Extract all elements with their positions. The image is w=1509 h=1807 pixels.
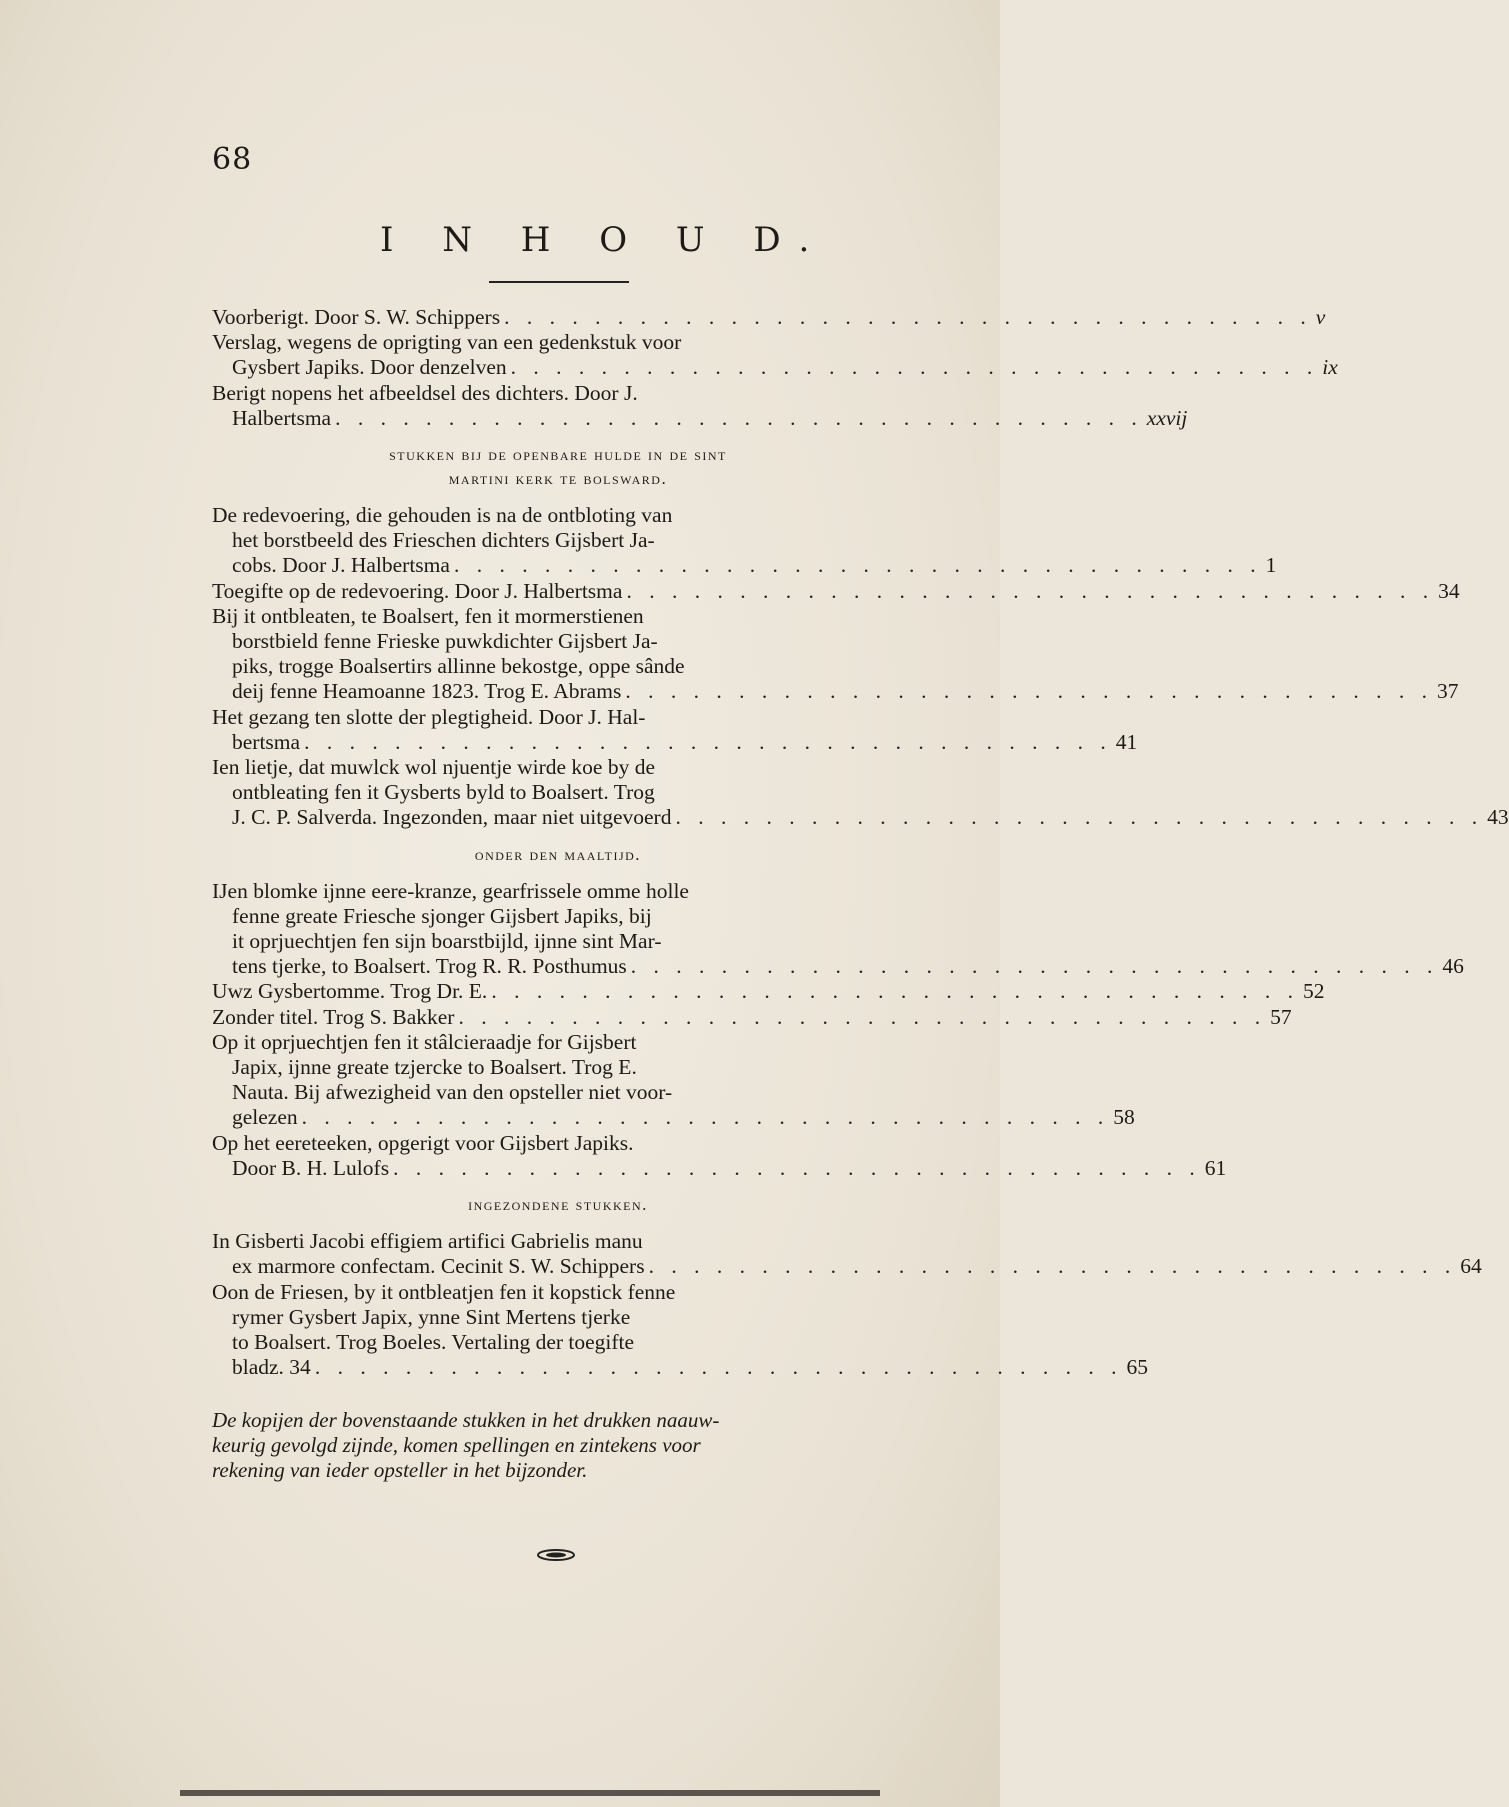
entry-text: IJen blomke ijnne eere-kranze, gearfrissele omme holle — [212, 878, 689, 903]
entry-text: Het gezang ten slotte der plegtigheid. Door J. Hal- — [212, 704, 646, 729]
section-1-entries — [212, 503, 1509, 831]
toc-entry — [212, 1229, 1482, 1279]
dot-leader: . . . . . . . . . . . . . . . . . . . . . . . . . . . . . . . . . . . . — [453, 553, 1262, 578]
footnote — [212, 1408, 904, 1483]
entry-text: Zonder titel. Trog S. Bakker — [212, 1004, 455, 1029]
entry-text: it oprjuechtjen fen sijn boarstbijld, ijnne sint Mar- — [232, 929, 662, 954]
toc-entry — [212, 380, 1188, 431]
entry-text: Oon de Friesen, by it ontbleatjen fen it kopstick fenne — [212, 1279, 676, 1304]
entry-text: rymer Gysbert Japix, ynne Sint Mertens tjerke — [232, 1304, 631, 1329]
entry-page-number: 43 — [1487, 805, 1509, 830]
entry-text: deij fenne Heamoanne 1823. Trog E. Abrams — [232, 679, 622, 704]
entry-text: Berigt nopens het afbeeldsel des dichters. Door J. — [212, 380, 638, 405]
entry-text: Uwz Gysbertomme. Trog Dr. E. — [212, 979, 488, 1004]
page-title: I N H O U D. — [380, 220, 829, 260]
toc-entry — [212, 1004, 1292, 1030]
entry-text: Door B. H. Lulofs — [232, 1155, 390, 1180]
table-of-contents — [212, 305, 1509, 1483]
toc-entry — [212, 603, 1459, 705]
dot-leader: . . . . . . . . . . . . . . . . . . . . . . . . . . . . . . . . . . . . — [630, 954, 1439, 979]
entry-page-number: 1 — [1265, 553, 1277, 578]
entry-text: borstbield fenne Frieske puwkdichter Gijsbert Ja- — [232, 629, 658, 654]
entry-text: fenne greate Friesche sjonger Gijsbert Japiks, bij — [232, 903, 652, 928]
entry-text: Toegifte op de redevoering. Door J. Halbertsma — [212, 578, 623, 603]
entry-text: Gysbert Japiks. Door denzelven — [232, 355, 507, 380]
toc-entry — [212, 979, 1325, 1004]
section-heading-1 — [212, 443, 904, 491]
entry-text: bertsma — [232, 729, 301, 754]
entry-text: Nauta. Bij afwezigheid van den opsteller niet voor- — [232, 1080, 673, 1105]
footnote-line: De kopijen der bovenstaande stukken in het drukken naauw- — [212, 1408, 720, 1433]
entry-text: Japix, ijnne greate tzjercke to Boalsert. Trog E. — [232, 1055, 637, 1080]
section-heading-2: onder den maaltijd. — [474, 844, 642, 864]
dot-leader: . . . . . . . . . . . . . . . . . . . . . . . . . . . . . . . . . . . . — [393, 1155, 1201, 1180]
entry-page-number: 41 — [1115, 729, 1138, 754]
entry-page-number: v — [1315, 305, 1326, 329]
entry-text: het borstbeeld des Frieschen dichters Gijsbert Ja- — [232, 528, 655, 553]
ornament-icon — [536, 1548, 576, 1562]
dot-leader: . . . . . . . . . . . . . . . . . . . . . . . . . . . . . . . . . . . . — [491, 979, 1299, 1004]
entry-text: ex marmore confectam. Cecinit S. W. Schippers — [232, 1254, 645, 1279]
entry-text: to Boalsert. Trog Boeles. Vertaling der toegifte — [232, 1329, 635, 1354]
entry-text: Halbertsma — [232, 405, 332, 430]
entry-text: piks, trogge Boalsertirs allinne bekostge, oppe sânde — [232, 654, 685, 679]
entry-text: ontbleating fen it Gysberts byld to Boalsert. Trog — [232, 780, 655, 805]
entry-text: Bij it ontbleaten, te Boalsert, fen it mormerstienen — [212, 603, 644, 628]
toc-entry — [212, 878, 1464, 980]
entry-text: In Gisberti Jacobi effigiem artifici Gabrielis manu — [212, 1229, 643, 1254]
dot-leader: . . . . . . . . . . . . . . . . . . . . . . . . . . . . . . . . . . . . — [301, 1105, 1110, 1130]
page-bottom-edge — [180, 1790, 880, 1796]
entry-page-number: 61 — [1204, 1155, 1227, 1180]
dot-leader: . . . . . . . . . . . . . . . . . . . . . . . . . . . . . . . . . . . . — [304, 729, 1112, 754]
entry-text: cobs. Door J. Halbertsma — [232, 553, 450, 578]
entry-text: bladz. 34 — [232, 1355, 311, 1380]
dot-leader: . . . . . . . . . . . . . . . . . . . . . . . . . . . . . . . . . . . . — [675, 805, 1484, 830]
dot-leader: . . . . . . . . . . . . . . . . . . . . . . . . . . . . . . . . . . . . — [510, 355, 1319, 380]
entry-page-number: 57 — [1270, 1004, 1292, 1029]
entry-text: Verslag, wegens de oprigting van een gedenkstuk voor — [212, 330, 682, 355]
footnote-line: keurig gevolgd zijnde, komen spellingen en zintekens voor — [212, 1433, 701, 1458]
page-number: 68 — [212, 142, 253, 177]
toc-entry — [212, 305, 1326, 330]
entry-text: tens tjerke, to Boalsert. Trog R. R. Posthumus — [232, 954, 627, 979]
entry-page-number: 37 — [1436, 679, 1459, 704]
entry-page-number: 34 — [1438, 578, 1460, 603]
entry-page-number: 58 — [1113, 1105, 1135, 1130]
entry-text: gelezen — [232, 1105, 298, 1130]
toc-entry — [212, 330, 1338, 380]
entry-page-number: 65 — [1126, 1355, 1148, 1380]
toc-entry — [212, 503, 1277, 579]
entry-text: Voorberigt. Door S. W. Schippers — [212, 305, 501, 329]
entry-page-number: 46 — [1442, 954, 1464, 979]
dot-leader: . . . . . . . . . . . . . . . . . . . . . . . . . . . . . . . . . . . . — [314, 1355, 1123, 1380]
entry-text: J. C. P. Salverda. Ingezonden, maar niet uitgevoerd — [232, 805, 672, 830]
dot-leader: . . . . . . . . . . . . . . . . . . . . . . . . . . . . . . . . . . . . — [648, 1254, 1457, 1279]
toc-entry — [212, 704, 1138, 755]
entry-text: De redevoering, die gehouden is na de ontbloting van — [212, 503, 673, 528]
entry-page-number: 64 — [1460, 1254, 1482, 1279]
toc-entry — [212, 578, 1460, 604]
entry-page-number: ix — [1322, 355, 1338, 380]
dot-leader: . . . . . . . . . . . . . . . . . . . . . . . . . . . . . . . . . . . . — [335, 405, 1143, 430]
entry-text: Op het eereteeken, opgerigt voor Gijsbert Japiks. — [212, 1130, 634, 1155]
section-heading-1-line2: martini kerk te bolsward. — [448, 469, 668, 489]
toc-entry — [212, 1130, 1227, 1181]
title-divider — [489, 281, 629, 283]
section-heading-1-line1: stukken bij de openbare hulde in de sint — [389, 445, 727, 465]
entry-page-number: xxvij — [1146, 405, 1188, 430]
entry-page-number: 52 — [1302, 979, 1325, 1004]
toc-entry — [212, 1029, 1135, 1131]
dot-leader: . . . . . . . . . . . . . . . . . . . . . . . . . . . . . . . . . . . . — [625, 679, 1433, 704]
dot-leader: . . . . . . . . . . . . . . . . . . . . . . . . . . . . . . . . . . . . — [626, 578, 1435, 603]
dot-leader: . . . . . . . . . . . . . . . . . . . . . . . . . . . . . . . . . . . . — [504, 305, 1312, 329]
intro-entries — [212, 305, 1338, 431]
dot-leader: . . . . . . . . . . . . . . . . . . . . . . . . . . . . . . . . . . . . — [458, 1004, 1267, 1029]
section-3-entries — [212, 1229, 1482, 1380]
toc-entry — [212, 1279, 1148, 1381]
entry-text: Ien lietje, dat muwlck wol njuentje wirde koe by de — [212, 755, 656, 780]
toc-entry — [212, 755, 1509, 831]
footnote-line: rekening van ieder opsteller in het bijzonder. — [212, 1458, 588, 1483]
entry-text: Op it oprjuechtjen fen it stâlcieraadje for Gijsbert — [212, 1029, 637, 1054]
section-2-entries — [212, 878, 1464, 1181]
section-heading-3: ingezondene stukken. — [468, 1195, 648, 1215]
